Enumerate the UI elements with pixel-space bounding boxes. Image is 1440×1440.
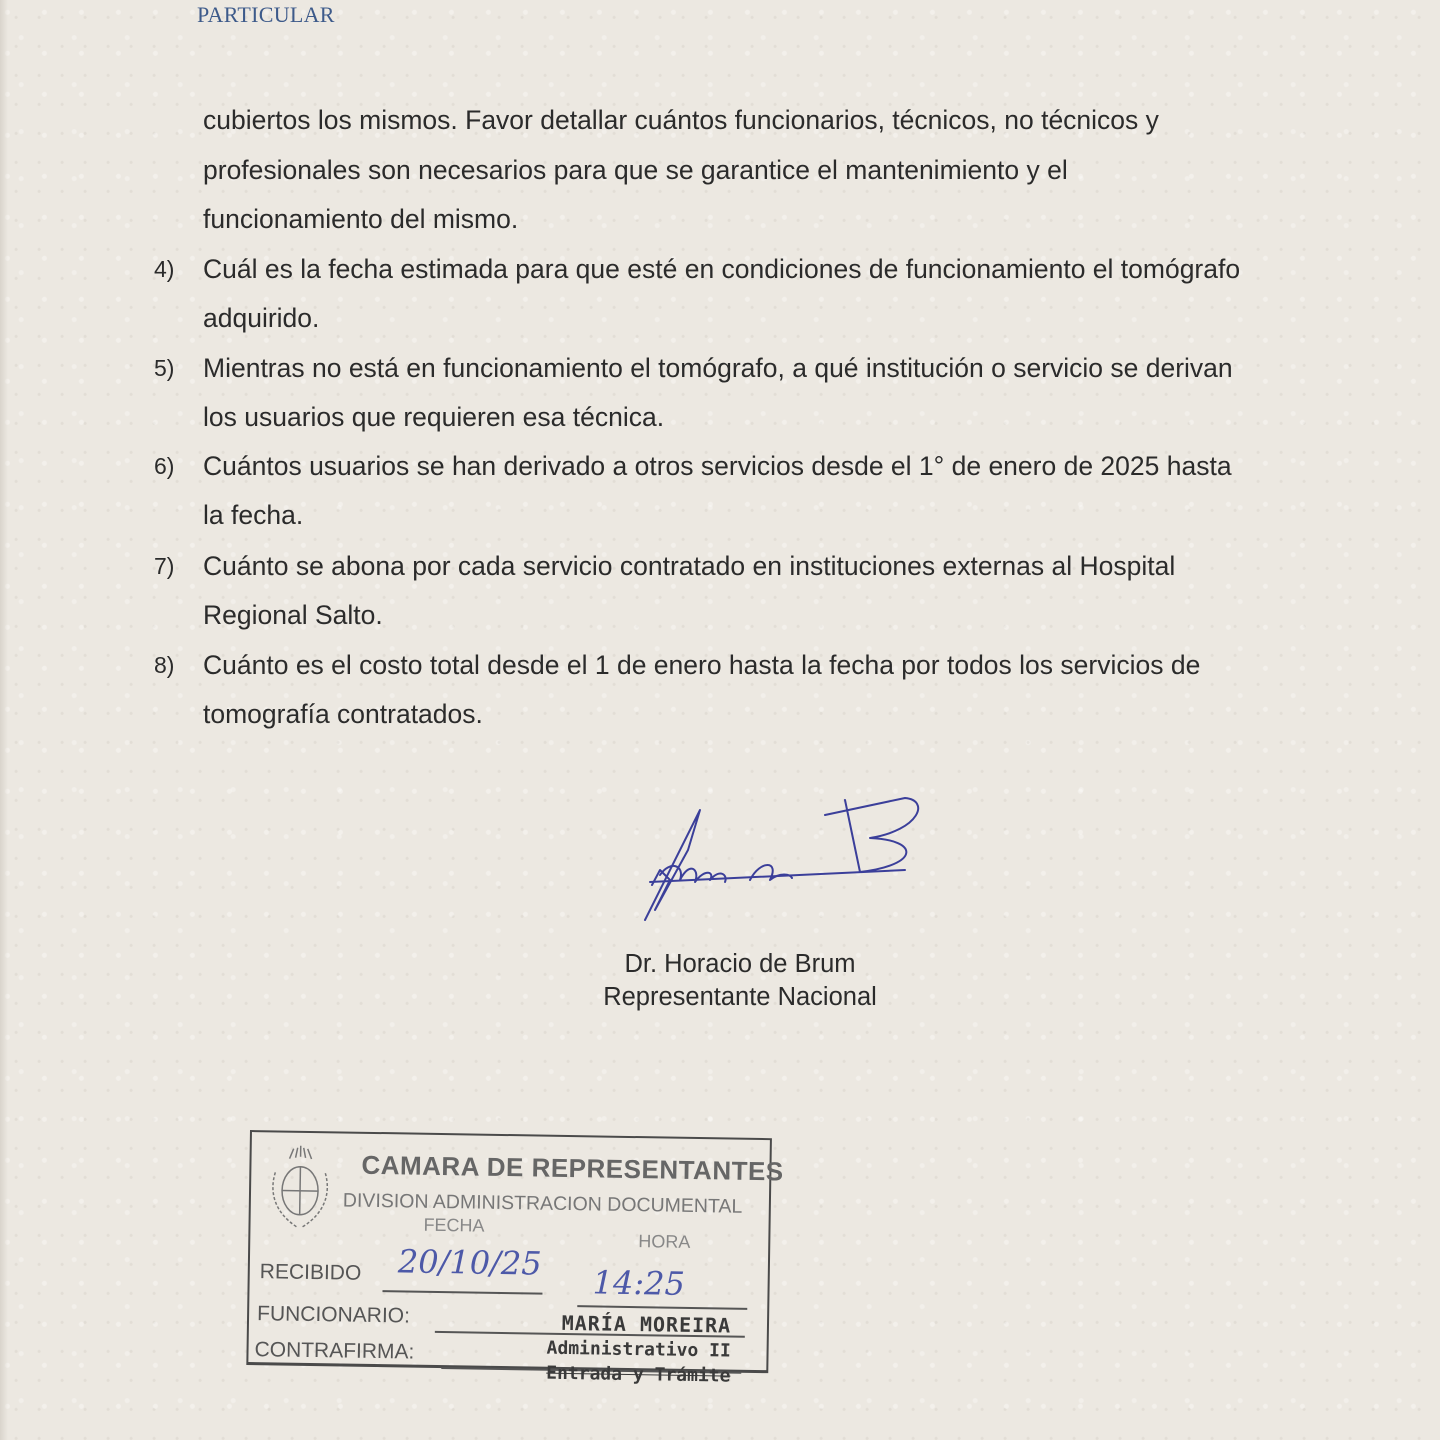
signer-title: Representante Nacional xyxy=(603,983,877,1011)
stamp-hora-label: HORA xyxy=(638,1231,691,1252)
handwritten-signature xyxy=(630,790,930,930)
question-line: la fecha. xyxy=(203,500,304,530)
question-number: 6) xyxy=(154,453,175,479)
handwritten-time: 14:25 xyxy=(592,1263,686,1303)
continuation-line: cubiertos los mismos. Favor detallar cuántos funcionarios, técnicos, no técnicos y xyxy=(203,105,1159,135)
header-label: PARTICULAR xyxy=(197,2,335,27)
stamp-subtitle: DIVISION ADMINISTRACION DOCUMENTAL xyxy=(342,1189,743,1218)
question-number: 8) xyxy=(154,652,175,678)
officer-role: Administrativo II xyxy=(546,1337,731,1362)
coat-of-arms-icon xyxy=(266,1142,333,1233)
continuation-line: profesionales son necesarios para que se garantice el mantenimiento y el xyxy=(203,155,1068,185)
stamp-recibido-label: RECIBIDO xyxy=(259,1260,362,1285)
signer-name: Dr. Horacio de Brum xyxy=(624,950,856,978)
officer-name: MARÍA MOREIRA xyxy=(561,1310,732,1338)
signature-stroke xyxy=(825,798,918,872)
question-line: Cuántos usuarios se han derivado a otros servicios desde el 1° de enero de 2025 hasta xyxy=(203,451,1232,481)
handwritten-date: 20/10/25 xyxy=(397,1242,542,1283)
continuation-line: funcionamiento del mismo. xyxy=(203,204,519,234)
signer-block xyxy=(560,948,920,1014)
question-number: 5) xyxy=(154,355,175,381)
question-line: Cuál es la fecha estimada para que esté en condiciones de funcionamiento el tomógrafo xyxy=(203,254,1241,284)
stamp-contrafirma-label: CONTRAFIRMA: xyxy=(254,1338,415,1364)
question-number: 4) xyxy=(154,256,175,282)
officer-seal xyxy=(546,1311,731,1389)
officer-unit: Entrada y Trámite xyxy=(546,1362,731,1387)
question-line: adquirido. xyxy=(203,303,320,333)
question-line: Mientras no está en funcionamiento el tomógrafo, a qué institución o servicio se derivan xyxy=(203,353,1233,383)
question-line: tomografía contratados. xyxy=(203,699,483,729)
question-line: Cuánto es el costo total desde el 1 de enero hasta la fecha por todos los servicios de xyxy=(203,650,1201,680)
question-number: 7) xyxy=(154,553,175,579)
question-line: los usuarios que requieren esa técnica. xyxy=(203,402,665,432)
question-line: Cuánto se abona por cada servicio contratado en instituciones externas al Hospital xyxy=(203,551,1176,581)
stamp-title: CAMARA DE REPRESENTANTES xyxy=(361,1149,784,1187)
stamp-fecha-label: FECHA xyxy=(423,1214,485,1236)
stamp-funcionario-label: FUNCIONARIO: xyxy=(256,1302,411,1328)
page-edge-shadow xyxy=(0,0,8,1440)
question-line: Regional Salto. xyxy=(203,600,383,630)
reception-stamp xyxy=(246,1130,784,1387)
